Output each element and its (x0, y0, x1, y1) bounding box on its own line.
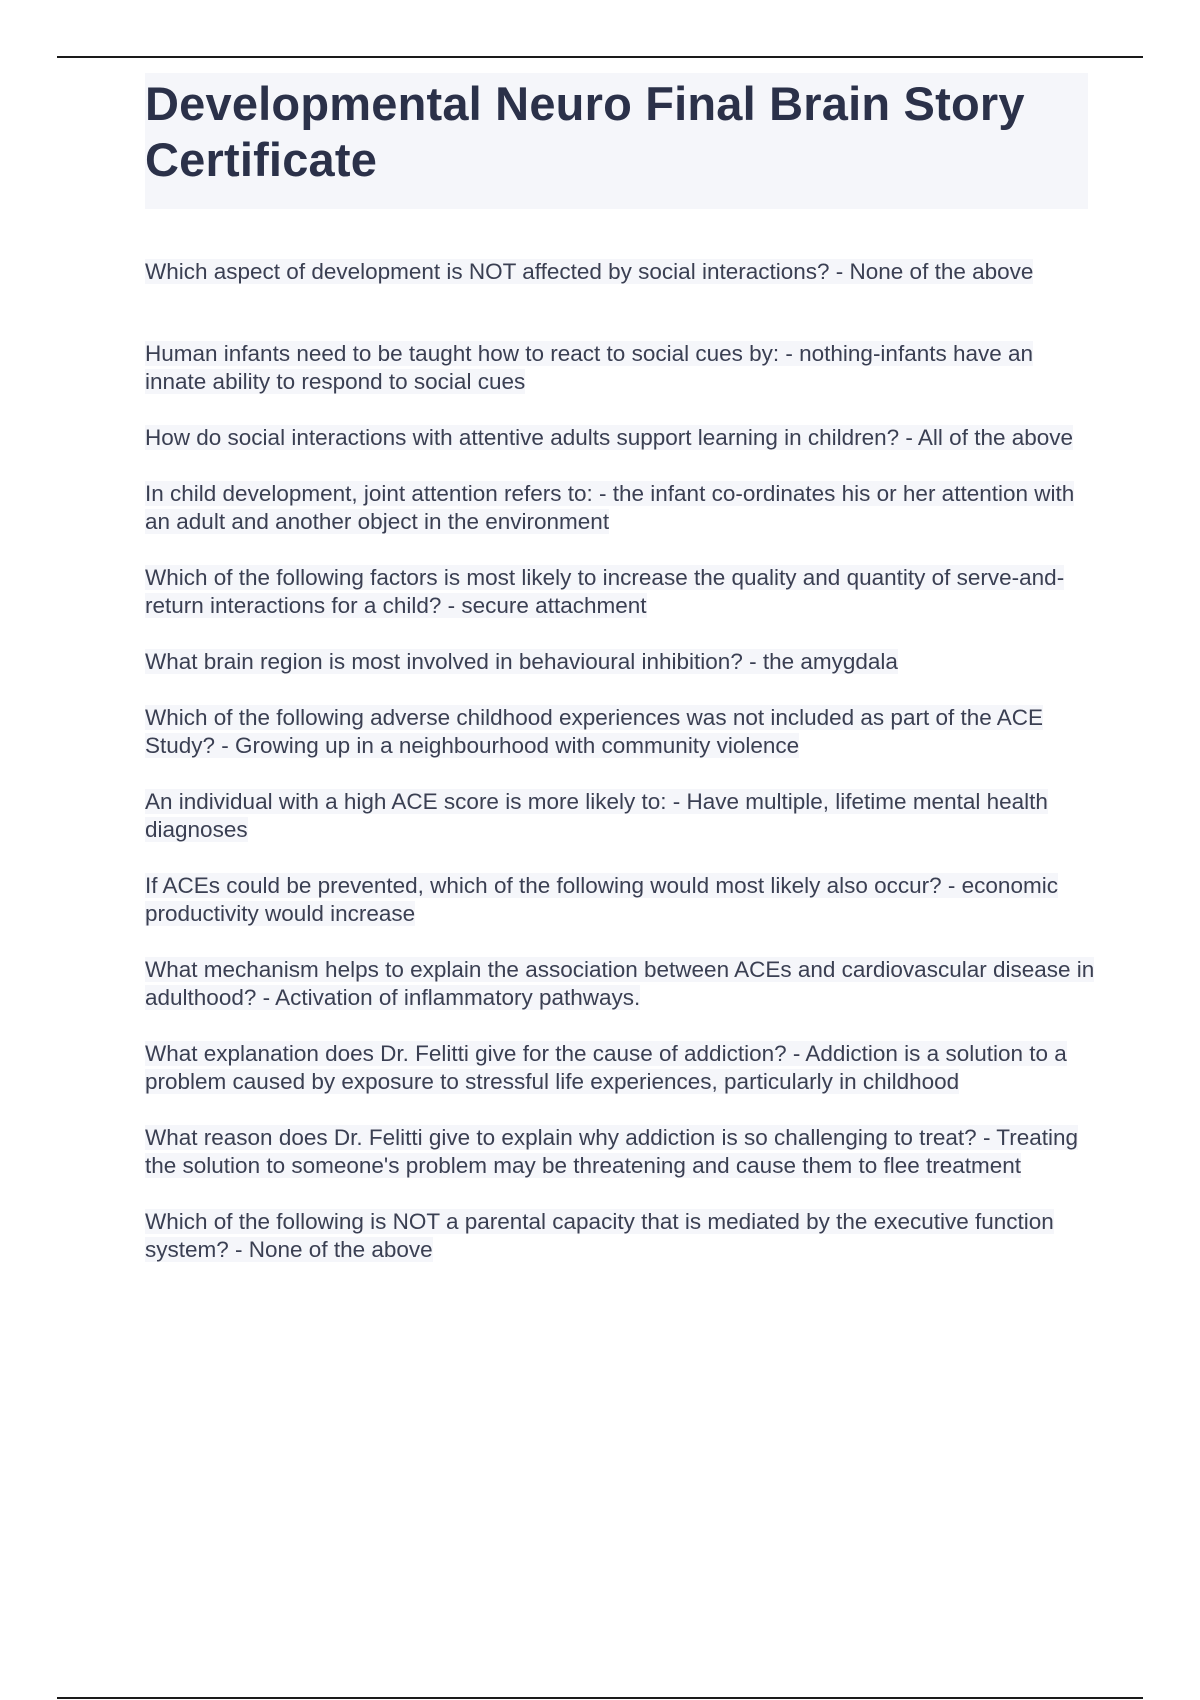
title-block (145, 73, 1088, 209)
qa-item: What explanation does Dr. Felitti give for the cause of addiction? - Addiction is a solution to a problem caused by exposure to stressful life experiences, particularly in childhood (145, 1041, 1067, 1094)
bottom-rule (57, 1697, 1143, 1699)
qa-item: What brain region is most involved in behavioural inhibition? - the amygdala (145, 649, 898, 674)
qa-item: Which of the following adverse childhood experiences was not included as part of the ACE Study? - Growing up in a neighbourhood with community violence (145, 705, 1044, 758)
qa-item: What reason does Dr. Felitti give to explain why addiction is so challenging to treat? - Treating the solution to someone's problem may be threatening and cause them to flee treatment (145, 1125, 1078, 1178)
document-title: Developmental Neuro Final Brain Story Certificate (145, 77, 1025, 186)
qa-item: An individual with a high ACE score is more likely to: - Have multiple, lifetime mental health diagnoses (145, 789, 1048, 842)
qa-item: If ACEs could be prevented, which of the following would most likely also occur? - economic productivity would increase (145, 873, 1058, 926)
qa-item: In child development, joint attention refers to: - the infant co-ordinates his or her attention with an adult and another object in the environment (145, 481, 1075, 534)
qa-item: Which aspect of development is NOT affected by social interactions? - None of the above (145, 259, 1034, 284)
qa-item: Which of the following factors is most likely to increase the quality and quantity of serve-and-return interactions for a child? - secure attachment (145, 565, 1065, 618)
qa-item: What mechanism helps to explain the association between ACEs and cardiovascular disease in adulthood? - Activation of inflammatory pathways. (145, 957, 1095, 1010)
qa-item: How do social interactions with attentive adults support learning in children? - All of the above (145, 425, 1074, 450)
qa-item: Which of the following is NOT a parental capacity that is mediated by the executive function system? - None of the above (145, 1209, 1054, 1262)
top-rule (57, 56, 1143, 58)
qa-item: Human infants need to be taught how to react to social cues by: - nothing-infants have an innate ability to respond to social cues (145, 341, 1034, 394)
qa-list (145, 258, 1095, 1264)
